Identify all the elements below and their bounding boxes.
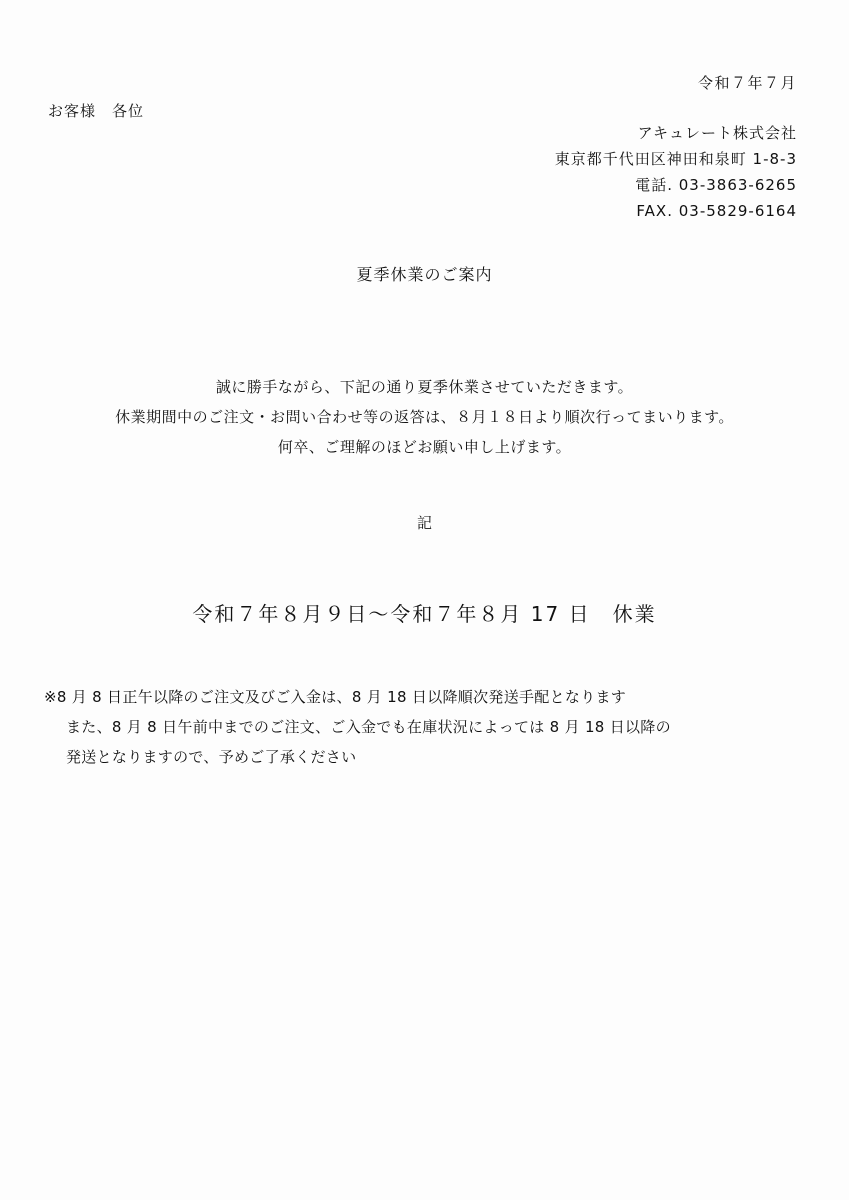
body-line-2: 休業期間中のご注文・お問い合わせ等の返答は、８月１８日より順次行ってまいります。	[115, 408, 734, 426]
note-line-1: ※8 月 8 日正午以降のご注文及びご入金は、8 月 18 日以降順次発送手配となります	[44, 688, 627, 706]
addressee: お客様 各位	[48, 102, 145, 120]
issue-date: 令和７年７月	[697, 74, 797, 92]
sender-company: アキュレート株式会社	[637, 124, 797, 142]
sender-address: 東京都千代田区神田和泉町 1-8-3	[554, 150, 797, 168]
ki-heading: 記	[416, 514, 432, 532]
note-line-2: また、8 月 8 日午前中までのご注文、ご入金でも在庫状況によっては 8 月 18 日以降の	[66, 718, 671, 736]
note-line-3: 発送となりますので、予めご了承ください	[66, 748, 357, 766]
body-line-3: 何卒、ご理解のほどお願い申し上げます。	[277, 438, 572, 456]
notice-title: 夏季休業のご案内	[356, 265, 493, 284]
sender-fax: FAX. 03-5829-6164	[636, 202, 797, 220]
holiday-period: 令和７年８月９日～令和７年８月 17 日 休業	[192, 602, 657, 626]
sender-phone: 電話. 03-3863-6265	[635, 176, 797, 194]
body-line-1: 誠に勝手ながら、下記の通り夏季休業させていただきます。	[215, 378, 634, 396]
